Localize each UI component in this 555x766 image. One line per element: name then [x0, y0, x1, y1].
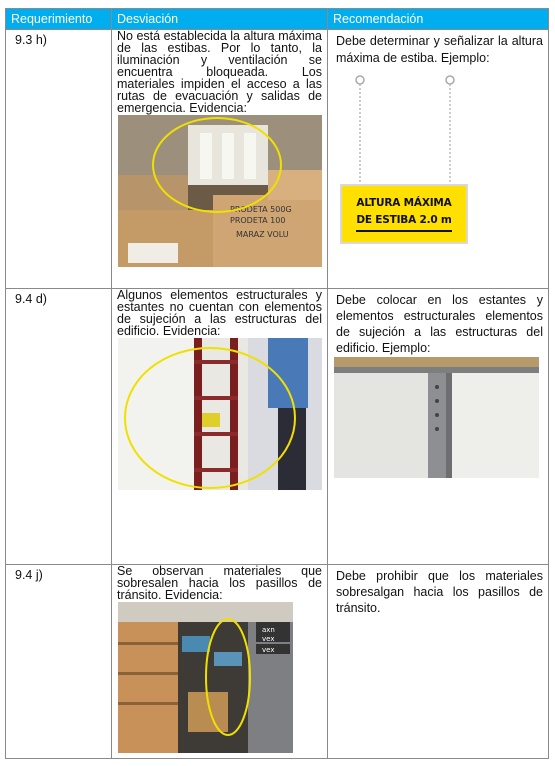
deviation-cell: [112, 289, 328, 565]
sign-text-line-2: DE ESTIBA 2.0 m: [356, 214, 452, 226]
evidence-photo-aisle: [118, 602, 293, 753]
recommendation-cell: [328, 289, 549, 565]
header-requirement: Requerimiento: [6, 9, 112, 30]
recommendation-cell: [328, 565, 549, 759]
box-marking-2: PRODETA 100: [230, 216, 286, 225]
deviation-cell: [112, 30, 328, 289]
evidence-photo-shelf: [118, 338, 322, 490]
box-marking-1: PRODETA 500G: [230, 205, 292, 214]
sign-text-line-1: ALTURA MÁXIMA: [356, 197, 452, 209]
deviation-cell: [112, 565, 328, 759]
table-row: [6, 289, 549, 565]
requirement-cell: 9.3 h): [6, 30, 112, 289]
recommendation-text: Debe prohibir que los materiales sobresalgan hacia los pasillos de tránsito.: [336, 569, 543, 615]
table-row: [6, 565, 549, 759]
box-label-2: vex: [262, 635, 275, 643]
header-deviation: Desviación: [112, 9, 328, 30]
sign-underline: [356, 230, 452, 232]
box-marking-3: MARAZ VOLU: [236, 230, 289, 239]
example-photo-bracket: [334, 357, 539, 478]
requirement-cell: 9.4 d): [6, 289, 112, 565]
table-row: [6, 30, 549, 289]
deviation-text: Algunos elementos estructurales y estantes no cuentan con elementos de sujeción a las estructuras del edificio. Evidencia:: [117, 288, 322, 338]
inspection-table: [5, 8, 549, 759]
recommendation-cell: [328, 30, 549, 289]
box-label-1: axn: [262, 626, 275, 634]
header-recommendation: Recomendación: [328, 9, 549, 30]
deviation-text: No está establecida la altura máxima de las estibas. Por lo tanto, la iluminación y ventilación se encuentra bloqueada. Los materiales impiden el acceso a las rutas de evacuación y salidas de emergencia. Evidencia:: [117, 29, 322, 115]
evidence-photo-stacked-boxes: [118, 115, 322, 267]
table-header-row: [6, 9, 549, 30]
recommendation-text: Debe colocar en los estantes y elementos estructurales elementos de sujeción a las estructuras del edificio. Ejemplo:: [336, 293, 543, 355]
height-sign-illustration: [336, 74, 474, 254]
box-label-3: vex: [262, 646, 275, 654]
requirement-cell: 9.4 j): [6, 565, 112, 759]
deviation-text: Se observan materiales que sobresalen hacia los pasillos de tránsito. Evidencia:: [117, 564, 322, 602]
recommendation-text: Debe determinar y señalizar la altura máxima de estiba. Ejemplo:: [336, 34, 543, 65]
sign-panel: [340, 184, 468, 244]
